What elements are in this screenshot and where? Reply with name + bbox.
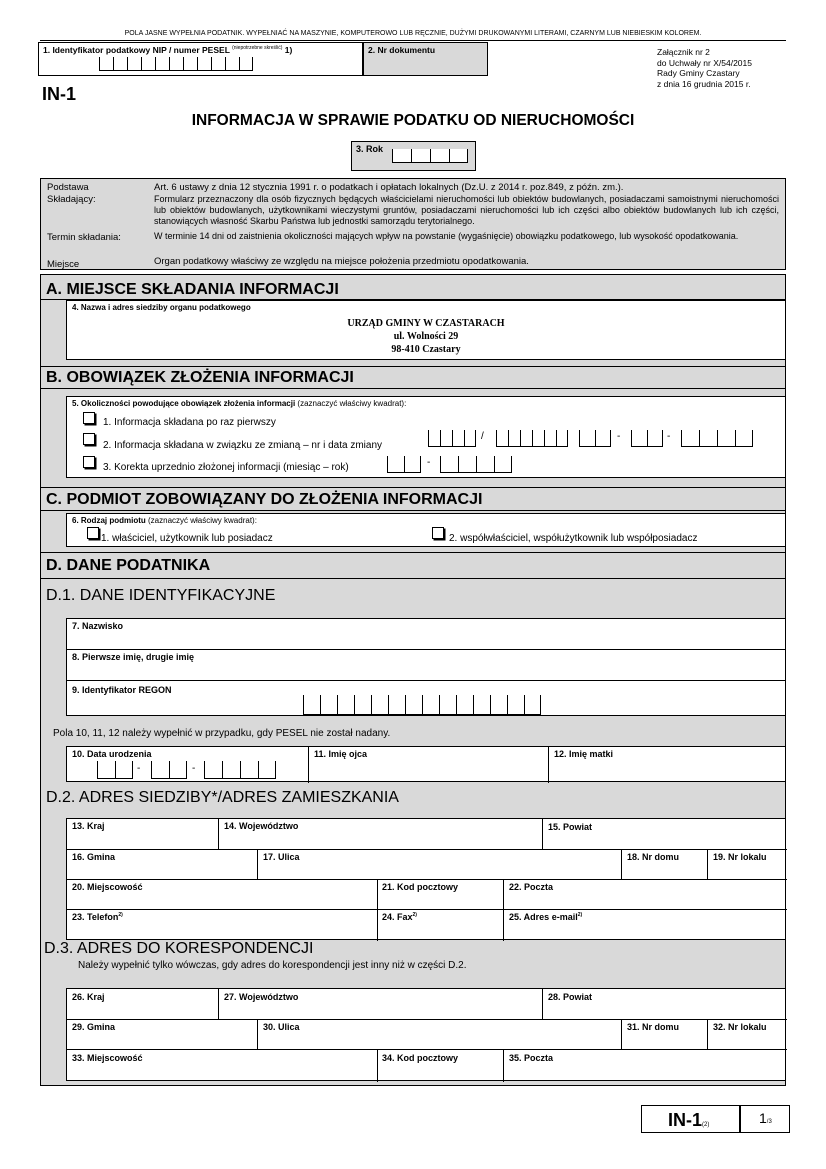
field-5-label: 5. Okoliczności powodujące obowiązek złożenia informacji bbox=[72, 399, 296, 408]
fill-instruction: POLA JASNE WYPEŁNIA PODATNIK. WYPEŁNIAĆ NA MASZYNIE, KOMPUTEROWO LUB RĘCZNIE, DUŻYMI DRUKOWANYMI LITERAMI, CZARNYM LUB NIEBIESKIM KOLOREM. bbox=[124, 30, 702, 37]
field-6-entity-type bbox=[66, 513, 786, 547]
footer-variant: (2) bbox=[702, 1122, 710, 1128]
field-6-note: (zaznaczyć właściwy kwadrat): bbox=[148, 516, 257, 525]
footer-form-code bbox=[641, 1105, 740, 1133]
field-32-label: 32. Nr lokalu bbox=[713, 1022, 767, 1032]
skladajacy-label: Składający: bbox=[47, 194, 96, 205]
section-a-title: A. MIEJSCE SKŁADANIA INFORMACJI bbox=[46, 281, 339, 298]
field-12-label: 12. Imię matki bbox=[554, 749, 614, 759]
dash-separator: - bbox=[667, 431, 671, 442]
field-13-label: 13. Kraj bbox=[72, 821, 105, 831]
dash-separator: - bbox=[617, 431, 621, 442]
checkbox-co-owner[interactable] bbox=[432, 527, 444, 539]
footnote-2: 2) bbox=[118, 912, 123, 918]
correspondence-grid bbox=[66, 988, 786, 1081]
checkbox-correction[interactable] bbox=[83, 456, 95, 468]
field-27-label: 27. Województwo bbox=[224, 992, 299, 1002]
field-4-label: 4. Nazwa i adres siedziby organu podatkowego bbox=[72, 303, 251, 312]
nip-cells[interactable] bbox=[99, 57, 253, 71]
field-31-label: 31. Nr domu bbox=[627, 1022, 680, 1032]
change-date-year-cells[interactable] bbox=[681, 430, 753, 447]
attachment-line-4: z dnia 16 grudnia 2015 r. bbox=[657, 78, 751, 89]
field-1-nip-pesel[interactable] bbox=[38, 42, 363, 76]
field-7-surname[interactable] bbox=[66, 618, 786, 650]
section-d-title: D. DANE PODATNIKA bbox=[46, 557, 211, 574]
option-co-owner: 2. współwłaściciel, współużytkownik lub współposiadacz bbox=[449, 533, 698, 544]
field-11-label: 11. Imię ojca bbox=[314, 749, 368, 759]
field-23-label: 23. Telefon bbox=[72, 912, 119, 922]
field-2-document-number bbox=[363, 42, 488, 76]
skladajacy-text: Formularz przeznaczony dla osób fizycznych będących właścicielami nieruchomości lub obiektów budowlanych, posiadaczami samoistnymi nieruchomości lub obiektów budowlanych, użytkownikami wieczystymi gruntów, posiadaczami nieruchomości lub ich części albo obiektów budowlanych lub ich części, stanowiących własność Skarbu Państwa lub jednostki samorządu terytorialnego. bbox=[154, 194, 779, 226]
podstawa-label: Podstawa bbox=[47, 182, 89, 193]
section-d3-note: Należy wypełnić tylko wówczas, gdy adres do korespondencji jest inny niż w części D.2. bbox=[78, 960, 467, 971]
dash-separator: - bbox=[192, 763, 196, 774]
field-1-note: (niepotrzebne skreślić) bbox=[232, 45, 283, 52]
top-rule bbox=[40, 40, 786, 41]
field-25-label: 25. Adres e-mail bbox=[509, 912, 578, 922]
field-20-label: 20. Miejscowość bbox=[72, 882, 143, 892]
attachment-line-2: do Uchwały nr X/54/2015 bbox=[657, 57, 752, 68]
field-9-regon[interactable] bbox=[66, 680, 786, 716]
field-35-label: 35. Poczta bbox=[509, 1053, 554, 1063]
dash-separator: - bbox=[137, 763, 141, 774]
field-29-label: 29. Gmina bbox=[72, 1022, 116, 1032]
field-8-label: 8. Pierwsze imię, drugie imię bbox=[72, 652, 195, 662]
dash-separator: - bbox=[427, 457, 431, 468]
field-1-label: 1. Identyfikator podatkowy NIP / numer PESEL bbox=[43, 45, 230, 55]
section-d2-title: D.2. ADRES SIEDZIBY*/ADRES ZAMIESZKANIA bbox=[46, 789, 399, 806]
footnote-2: 2) bbox=[577, 912, 583, 918]
field-2-label: 2. Nr dokumentu bbox=[368, 45, 436, 55]
office-name: URZĄD GMINY W CZASTARACH bbox=[347, 318, 505, 329]
field-9-label: 9. Identyfikator REGON bbox=[72, 685, 172, 695]
termin-label: Termin składania: bbox=[47, 232, 121, 243]
change-day-cells[interactable] bbox=[579, 430, 611, 447]
option-correction: 3. Korekta uprzednio złożonej informacji (miesiąc – rok) bbox=[103, 462, 349, 473]
correction-month-cells[interactable] bbox=[387, 456, 421, 473]
field-3-year[interactable] bbox=[351, 141, 476, 171]
page-total: /3 bbox=[766, 1119, 772, 1125]
birth-day-cells[interactable] bbox=[97, 761, 133, 779]
address-grid bbox=[66, 818, 786, 940]
field-26-label: 26. Kraj bbox=[72, 992, 105, 1002]
pesel-note: Pola 10, 11, 12 należy wypełnić w przypadku, gdy PESEL nie został nadany. bbox=[53, 728, 391, 739]
section-b-title: B. OBOWIĄZEK ZŁOŻENIA INFORMACJI bbox=[46, 369, 354, 386]
checkbox-owner[interactable] bbox=[87, 527, 99, 539]
office-address bbox=[67, 317, 785, 356]
form-code: IN-1 bbox=[42, 84, 77, 104]
footnote-2: 2) bbox=[412, 912, 417, 918]
podstawa-text: Art. 6 ustawy z dnia 12 stycznia 1991 r. o podatkach i opłatach lokalnych (Dz.U. z 2014 r. poz.849, z późn. zm.). bbox=[154, 182, 624, 193]
field-34-label: 34. Kod pocztowy bbox=[382, 1053, 459, 1063]
info-box bbox=[40, 178, 786, 270]
regon-cells[interactable] bbox=[303, 695, 541, 715]
field-22-label: 22. Poczta bbox=[509, 882, 554, 892]
year-label: 3. Rok bbox=[356, 144, 384, 154]
slash-separator: / bbox=[481, 431, 484, 442]
field-24-label: 24. Fax bbox=[382, 912, 413, 922]
field-17-label: 17. Ulica bbox=[263, 852, 300, 862]
footer-page-number bbox=[740, 1105, 790, 1133]
checkbox-change[interactable] bbox=[83, 433, 95, 445]
field-30-label: 30. Ulica bbox=[263, 1022, 300, 1032]
option-change: 2. Informacja składana w związku ze zmianą – nr i data zmiany bbox=[103, 440, 383, 451]
field-16-label: 16. Gmina bbox=[72, 852, 116, 862]
change-number-cells[interactable] bbox=[428, 430, 476, 447]
field-14-label: 14. Województwo bbox=[224, 821, 299, 831]
form-title: INFORMACJA W SPRAWIE PODATKU OD NIERUCHOMOŚCI bbox=[191, 112, 635, 129]
option-owner: 1. właściciel, użytkownik lub posiadacz bbox=[101, 533, 273, 544]
field-1-suffix: 1) bbox=[284, 45, 293, 55]
change-year-cells[interactable] bbox=[496, 430, 568, 447]
termin-text: W terminie 14 dni od zaistnienia okoliczności mających wpływ na powstanie (wygaśnięcie) obowiązku podatkowego, lub wysokość opodatkowania. bbox=[154, 231, 739, 241]
office-street: ul. Wolności 29 bbox=[393, 331, 459, 342]
field-5-note: (zaznaczyć właściwy kwadrat): bbox=[297, 399, 407, 408]
section-d1-title: D.1. DANE IDENTYFIKACYJNE bbox=[46, 587, 276, 604]
field-5-circumstances bbox=[66, 396, 786, 478]
field-19-label: 19. Nr lokalu bbox=[713, 852, 767, 862]
checkbox-first-time[interactable] bbox=[83, 412, 95, 424]
attachment-line-1: Załącznik nr 2 bbox=[657, 47, 710, 57]
field-6-label: 6. Rodzaj podmiotu bbox=[72, 516, 146, 525]
section-c-title: C. PODMIOT ZOBOWIĄZANY DO ZŁOŻENIA INFORMACJI bbox=[46, 491, 483, 508]
field-10-label: 10. Data urodzenia bbox=[72, 749, 152, 759]
field-7-label: 7. Nazwisko bbox=[72, 621, 124, 631]
year-cells[interactable] bbox=[392, 149, 468, 163]
field-15-label: 15. Powiat bbox=[548, 822, 593, 832]
miejsce-label: Miejsce bbox=[47, 259, 80, 270]
section-d3-title: D.3. ADRES DO KORESPONDENCJI bbox=[44, 940, 314, 957]
footer-code: IN-1 bbox=[668, 1110, 703, 1130]
birth-year-cells[interactable] bbox=[204, 761, 276, 779]
option-first-time: 1. Informacja składana po raz pierwszy bbox=[103, 417, 276, 428]
birth-row bbox=[66, 746, 786, 782]
field-4-office bbox=[66, 300, 786, 360]
field-28-label: 28. Powiat bbox=[548, 992, 593, 1002]
miejsce-text: Organ podatkowy właściwy ze względu na miejsce położenia przedmiotu opodatkowania. bbox=[154, 256, 529, 267]
office-city: 98-410 Czastary bbox=[391, 344, 461, 355]
birth-month-cells[interactable] bbox=[151, 761, 187, 779]
attachment-note bbox=[657, 47, 752, 89]
attachment-line-3: Rady Gminy Czastary bbox=[657, 68, 740, 78]
field-21-label: 21. Kod pocztowy bbox=[382, 882, 459, 892]
field-18-label: 18. Nr domu bbox=[627, 852, 680, 862]
page-current: 1 bbox=[759, 1110, 767, 1126]
correction-year-cells[interactable] bbox=[440, 456, 512, 473]
change-month-cells[interactable] bbox=[631, 430, 663, 447]
field-8-names[interactable] bbox=[66, 649, 786, 681]
field-33-label: 33. Miejscowość bbox=[72, 1053, 143, 1063]
